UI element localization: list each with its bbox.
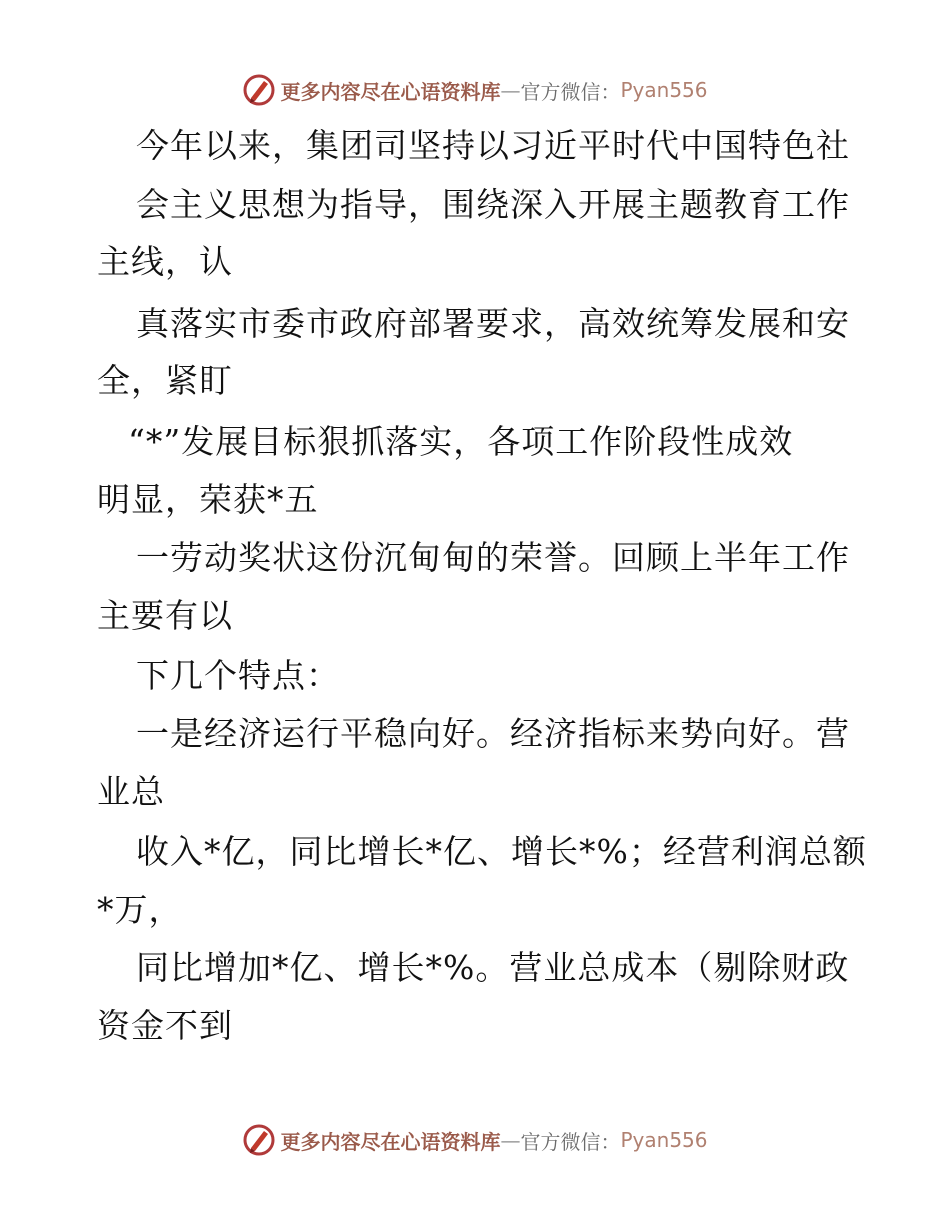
body-line: 明显，荣获*五 bbox=[97, 480, 319, 519]
banner-separator: — bbox=[500, 1128, 521, 1152]
wechat-label: 官方微信： bbox=[520, 79, 621, 104]
body-line: 业总 bbox=[97, 772, 165, 811]
banner-text: 更多内容尽在心语资料库 bbox=[280, 79, 501, 104]
body-line: 会主义思想为指导，围绕深入开展主题教育工作 bbox=[136, 185, 850, 224]
body-line: “*”发展目标狠抓落实，各项工作阶段性成效 bbox=[128, 422, 794, 461]
body-line: 主线，认 bbox=[97, 242, 233, 281]
body-line: 下几个特点： bbox=[136, 656, 340, 695]
body-line: 同比增加*亿、增长*%。营业总成本（剔除财政 bbox=[136, 948, 850, 987]
wechat-id: Pyan556 bbox=[620, 1128, 708, 1152]
body-line: 主要有以 bbox=[97, 596, 233, 635]
body-line: 收入*亿，同比增长*亿、增长*%；经营利润总额 bbox=[136, 832, 867, 871]
banner-text: 更多内容尽在心语资料库 bbox=[280, 1129, 501, 1154]
footer-banner bbox=[0, 1120, 950, 1160]
body-line: *万， bbox=[97, 890, 183, 929]
wechat-label: 官方微信： bbox=[520, 1129, 621, 1154]
body-line: 资金不到 bbox=[97, 1006, 233, 1045]
wechat-id: Pyan556 bbox=[620, 78, 708, 102]
body-line: 真落实市委市政府部署要求，高效统筹发展和安 bbox=[136, 304, 850, 343]
body-line: 一劳动奖状这份沉甸甸的荣誉。回顾上半年工作 bbox=[136, 538, 850, 577]
body-line: 一是经济运行平稳向好。经济指标来势向好。营 bbox=[136, 714, 850, 753]
body-line: 全，紧盯 bbox=[97, 361, 233, 400]
banner-separator: — bbox=[500, 78, 521, 102]
body-line: 今年以来，集团司坚持以习近平时代中国特色社 bbox=[136, 126, 850, 165]
pen-logo-icon bbox=[242, 1123, 276, 1157]
header-banner bbox=[0, 70, 950, 110]
pen-logo-icon bbox=[242, 73, 276, 107]
